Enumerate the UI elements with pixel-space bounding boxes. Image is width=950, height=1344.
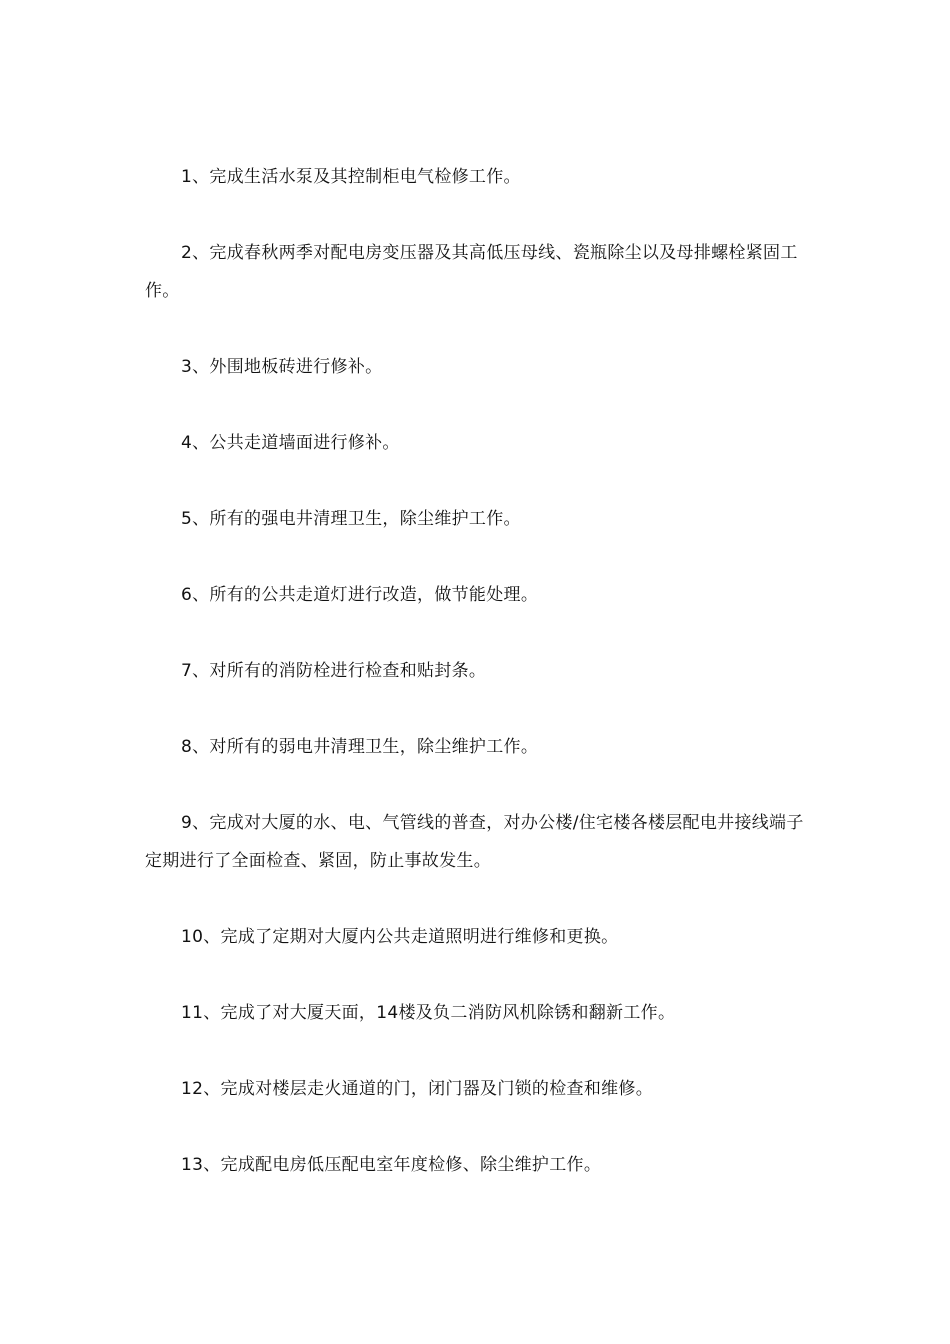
paragraph-5: 5、所有的强电井清理卫生，除尘维护工作。 [181,509,521,529]
paragraph-2: 2、完成春秋两季对配电房变压器及其高低压母线、瓷瓶除尘以及母排螺栓紧固工作。 [145,243,798,301]
paragraph-10: 10、完成了定期对大厦内公共走道照明进行维修和更换。 [181,927,619,947]
paragraph-9: 9、完成对大厦的水、电、气管线的普查，对办公楼/住宅楼各楼层配电井接线端子定期进行了全面检查、紧固，防止事故发生。 [145,813,804,871]
paragraph-6: 6、所有的公共走道灯进行改造，做节能处理。 [181,585,539,605]
paragraph-13: 13、完成配电房低压配电室年度检修、除尘维护工作。 [181,1155,602,1175]
paragraph-1: 1、完成生活水泵及其控制柜电气检修工作。 [181,167,521,187]
paragraph-7: 7、对所有的消防栓进行检查和贴封条。 [181,661,487,681]
document-body [145,158,810,1222]
paragraph-4: 4、公共走道墙面进行修补。 [181,433,400,453]
paragraph-12: 12、完成对楼层走火通道的门，闭门器及门锁的检查和维修。 [181,1079,654,1099]
paragraph-11: 11、完成了对大厦天面，14楼及负二消防风机除锈和翻新工作。 [181,1003,676,1023]
paragraph-3: 3、外围地板砖进行修补。 [181,357,383,377]
paragraph-8: 8、对所有的弱电井清理卫生，除尘维护工作。 [181,737,539,757]
